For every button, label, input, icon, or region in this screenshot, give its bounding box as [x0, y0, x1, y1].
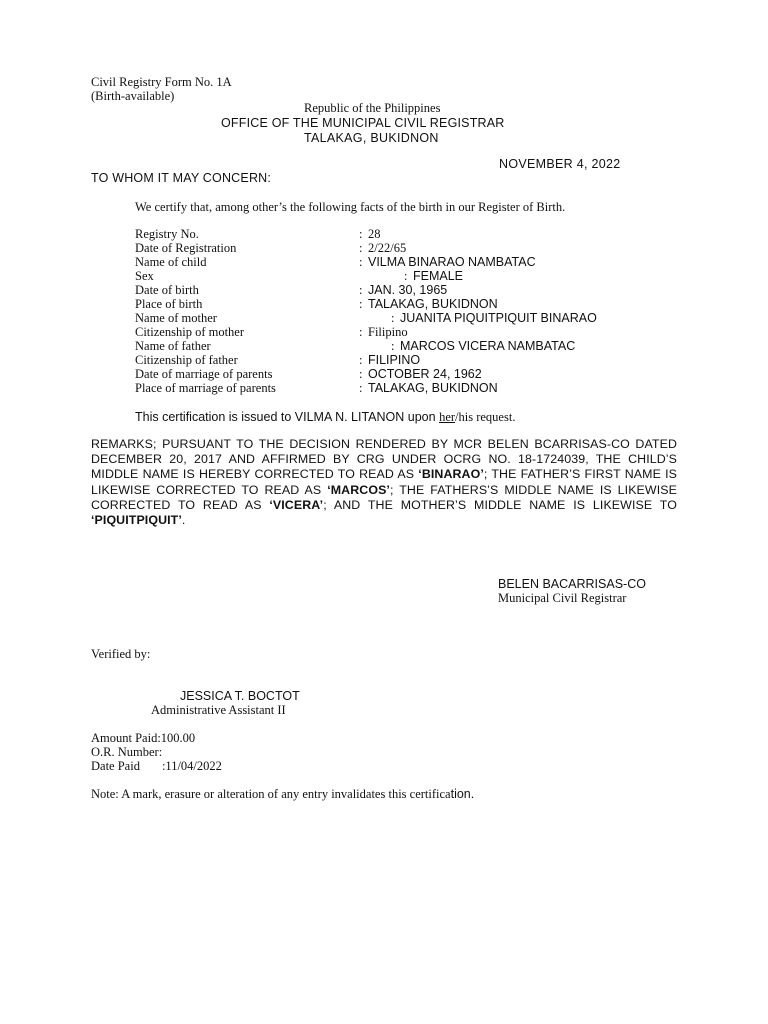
note	[91, 787, 474, 801]
fact-label: Registry No.	[135, 227, 199, 241]
fact-value: JAN. 30, 1965	[368, 283, 448, 297]
republic-line: Republic of the Philippines	[304, 101, 441, 115]
office-location: TALAKAG, BUKIDNON	[304, 131, 439, 145]
issuance-underlined: her	[439, 410, 456, 424]
fact-label: Sex	[135, 269, 154, 283]
fact-label: Name of child	[135, 255, 207, 269]
fact-separator: :	[359, 227, 363, 241]
fact-label: Date of Registration	[135, 241, 237, 255]
fact-separator: :	[359, 241, 363, 255]
date-paid-value: :11/04/2022	[161, 759, 222, 773]
fact-separator: :	[359, 367, 363, 381]
fact-value: OCTOBER 24, 1962	[368, 367, 482, 381]
remarks-text: ; AND THE MOTHER’S MIDDLE NAME IS LIKEWISE TO	[323, 497, 677, 512]
fact-value: FEMALE	[413, 269, 464, 283]
certificate-date: NOVEMBER 4, 2022	[499, 157, 621, 171]
fact-row	[135, 381, 675, 395]
fact-row	[135, 241, 675, 255]
fact-separator: :	[359, 325, 363, 339]
fact-separator: :	[391, 311, 395, 325]
fact-row	[135, 311, 675, 325]
fact-row	[135, 353, 675, 367]
fact-label: Date of marriage of parents	[135, 367, 273, 381]
remarks-text: ; THE FATHER’S FIRST NAME IS LIKEWISE CORRECTED TO READ AS	[91, 467, 677, 497]
fact-value: TALAKAG, BUKIDNON	[368, 297, 498, 311]
fact-row	[135, 255, 675, 269]
fact-label: Date of birth	[135, 283, 199, 297]
fact-row	[135, 283, 675, 297]
remarks-text: .	[181, 513, 186, 528]
fact-separator: :	[359, 255, 363, 269]
form-type: (Birth-available)	[91, 89, 175, 103]
fact-value: FILIPINO	[368, 353, 421, 367]
note-text: Note: A mark, erasure or alteration of any entry invalidates this certifica	[91, 787, 451, 801]
fact-separator: :	[359, 381, 363, 395]
fact-row	[135, 227, 675, 241]
verified-by-label: Verified by:	[91, 647, 151, 661]
fact-value: JUANITA PIQUITPIQUIT BINARAO	[400, 311, 597, 325]
salutation: TO WHOM IT MAY CONCERN:	[91, 171, 272, 185]
remarks-bold: ‘BINARAO’	[418, 467, 484, 482]
remarks-bold: ‘MARCOS’	[327, 482, 390, 497]
issuance-statement	[135, 410, 515, 424]
fact-row	[135, 297, 675, 311]
fact-row	[135, 339, 675, 353]
remarks-text: REMARKS; PURSUANT TO THE DECISION RENDERED BY MCR BELEN BCARRISAS-CO DATED DECEMBER 20, 2017 AND AFFIRMED BY CRG UNDER OCRG NO. 18-1724039, THE CHILD’S MIDDLE NAME IS HEREBY CORRECTED TO READ AS	[91, 437, 677, 482]
fact-separator: :	[359, 297, 363, 311]
date-paid-label: Date Paid	[91, 759, 140, 773]
fact-value: TALAKAG, BUKIDNON	[368, 381, 498, 395]
remarks-paragraph	[91, 437, 677, 528]
fact-label: Citizenship of mother	[135, 325, 245, 339]
form-number: Civil Registry Form No. 1A	[91, 75, 232, 89]
fact-label: Place of marriage of parents	[135, 381, 276, 395]
amount-value: 100.00	[160, 731, 196, 745]
fact-label: Place of birth	[135, 297, 203, 311]
fact-label: Name of father	[135, 339, 211, 353]
note-tail: tion.	[450, 787, 475, 801]
issuance-suffix: /his request.	[455, 410, 516, 424]
registrar-title: Municipal Civil Registrar	[498, 591, 627, 605]
fact-separator: :	[359, 283, 363, 297]
registrar-name: BELEN BACARRISAS-CO	[498, 577, 646, 591]
verifier-title: Administrative Assistant II	[151, 703, 286, 717]
fact-separator: :	[359, 353, 363, 367]
intro-paragraph: We certify that, among other’s the following facts of the birth in our Register of Birth.	[135, 200, 566, 214]
fact-value: 2/22/65	[368, 241, 407, 255]
fact-value: Filipino	[368, 325, 408, 339]
fact-row	[135, 325, 675, 339]
amount-label: Amount Paid:	[91, 731, 161, 745]
fact-value: VILMA BINARAO NAMBATAC	[368, 255, 536, 269]
verifier-name: JESSICA T. BOCTOT	[180, 689, 300, 703]
issuance-prefix: This certification is issued to VILMA N. LITANON upon	[135, 410, 440, 424]
date-paid	[91, 759, 222, 773]
amount-paid	[91, 731, 195, 745]
fact-separator: :	[404, 269, 408, 283]
office-title: OFFICE OF THE MUNICIPAL CIVIL REGISTRAR	[221, 116, 505, 130]
remarks-bold: ‘PIQUITPIQUIT’	[91, 513, 182, 528]
fact-value: MARCOS VICERA NAMBATAC	[400, 339, 576, 353]
fact-row	[135, 367, 675, 381]
remarks-bold: ‘VICERA’	[269, 497, 324, 512]
remarks-text: ; THE FATHERS’S MIDDLE NAME IS LIKEWISE CORRECTED TO READ AS	[91, 482, 677, 512]
fact-label: Name of mother	[135, 311, 217, 325]
fact-separator: :	[391, 339, 395, 353]
fact-value: 28	[368, 227, 381, 241]
or-number: O.R. Number:	[91, 745, 163, 759]
fact-row	[135, 269, 675, 283]
fact-label: Citizenship of father	[135, 353, 238, 367]
